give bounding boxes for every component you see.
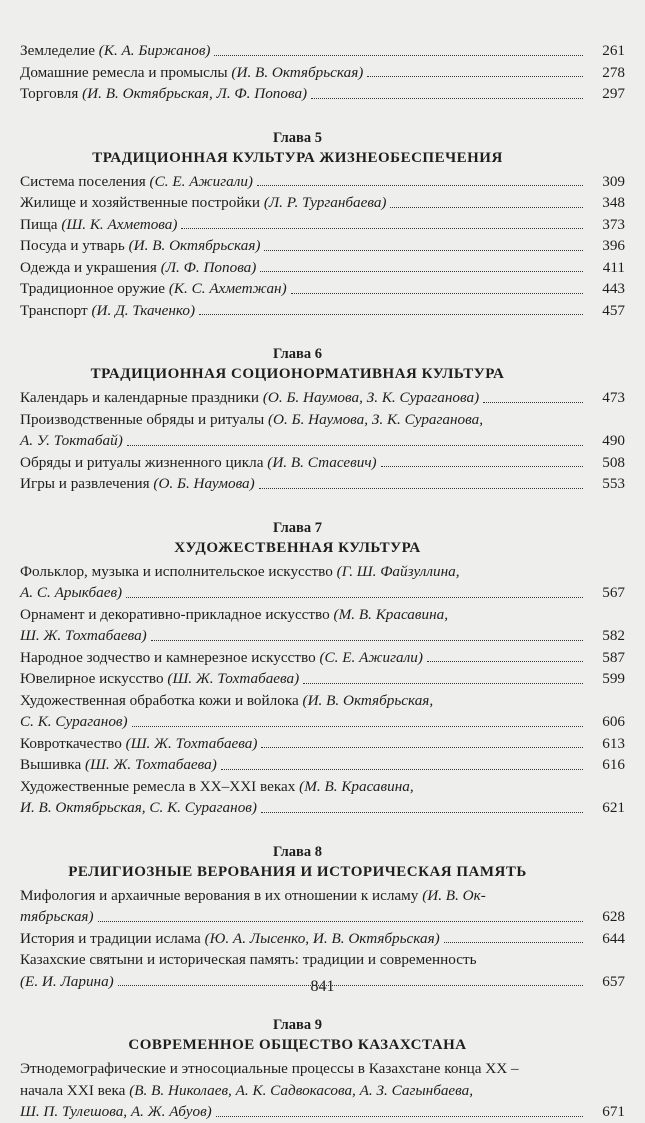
dot-leader: [261, 812, 583, 813]
entry-page-number: 508: [602, 453, 625, 471]
entry-last-line: [20, 387, 625, 409]
entry-author: (И. В. Стасевич): [267, 453, 377, 471]
entry-page-number: 587: [602, 648, 625, 666]
toc-entry[interactable]: [20, 928, 625, 950]
entry-text: [20, 62, 363, 84]
entry-title: Производственные обряды и ритуалы: [20, 410, 268, 428]
entry-last-line: [20, 473, 625, 495]
dot-leader: [390, 207, 583, 208]
entry-text: [20, 257, 256, 279]
entry-author: (И. В. Октябрьская): [128, 237, 261, 254]
toc-section: [20, 843, 625, 993]
entry-text: [20, 647, 423, 669]
entry-author: (С. Е. Ажигали): [319, 648, 423, 666]
toc-entry[interactable]: [20, 885, 625, 928]
entry-title: Транспорт: [20, 301, 92, 319]
chapter-title: ХУДОЖЕСТВЕННАЯ КУЛЬТУРА: [174, 539, 421, 556]
entry-last-line: [20, 214, 625, 236]
chapter-heading: [20, 843, 575, 883]
chapter-number: Глава 7: [273, 519, 322, 536]
entry-author: (Ш. Ж. Тохтабаева): [125, 734, 258, 752]
toc-entry[interactable]: [20, 300, 625, 322]
toc-entry[interactable]: [20, 561, 625, 604]
entry-author: (М. В. Красавина,: [333, 605, 449, 623]
entry-last-line: [20, 300, 625, 322]
dot-leader: [260, 271, 583, 272]
entry-author: (Ш. К. Ахметова): [61, 215, 178, 233]
entry-title-line: [20, 1080, 575, 1102]
dot-leader: [199, 314, 583, 315]
entry-page-number: 443: [602, 280, 625, 297]
entry-text: [20, 192, 386, 214]
dot-leader: [259, 488, 583, 489]
entry-title: Народное зодчество и камнерезное искусство: [20, 648, 320, 666]
entry-last-line: [20, 647, 625, 669]
entry-title: Этнодемографические и этносоциальные процессы в Казахстане конца XX –: [20, 1060, 519, 1077]
dot-leader: [264, 250, 583, 251]
entry-page-number: 671: [602, 1103, 625, 1120]
table-of-contents: [20, 40, 625, 1123]
entry-last-line: [20, 733, 625, 755]
entry-last-line: [20, 171, 625, 193]
entry-title-line: [20, 949, 575, 971]
entry-title: Система поселения: [20, 172, 150, 190]
entry-page-number: 261: [602, 42, 625, 59]
entry-author: (Г. Ш. Файзуллина,: [336, 562, 460, 580]
toc-entry[interactable]: [20, 83, 625, 105]
entry-title: Игры и развлечения: [20, 475, 154, 492]
entry-page-number: 297: [602, 85, 625, 102]
entry-text: [20, 214, 177, 236]
dot-leader: [127, 445, 583, 446]
entry-author: (Ш. Ж. Тохтабаева): [85, 756, 217, 773]
dot-leader: [214, 55, 583, 56]
page-number: 841: [310, 978, 335, 995]
entry-text: [20, 473, 255, 495]
chapter-number: Глава 9: [273, 1017, 322, 1033]
dot-leader: [427, 661, 583, 662]
entry-author: (К. А. Биржанов): [98, 42, 211, 59]
entry-title: Художественные ремесла в XX–XXI веках: [20, 777, 300, 795]
toc-entry[interactable]: [20, 452, 625, 474]
dot-leader: [303, 683, 583, 684]
entry-title: Земледелие: [20, 42, 99, 59]
entry-title: Торговля: [20, 85, 83, 102]
entry-text: [20, 387, 479, 409]
toc-section: [20, 345, 625, 495]
entry-text: [20, 754, 217, 776]
entry-page-number: 657: [602, 972, 625, 990]
chapter-heading: [20, 129, 575, 169]
entry-title: Ювелирное искусство: [20, 670, 168, 687]
entry-title: Календарь и календарные праздники: [20, 389, 263, 406]
toc-entry[interactable]: [20, 278, 625, 300]
entry-author: Ш. Ж. Тохтабаева): [20, 627, 147, 644]
entry-author: А. С. Арыкбаев): [20, 584, 123, 601]
entry-last-line: [20, 797, 625, 819]
entry-author: (М. В. Красавина,: [299, 777, 414, 795]
dot-leader: [291, 293, 583, 294]
dot-leader: [311, 98, 583, 99]
entry-text: [20, 582, 122, 604]
entry-last-line: [20, 754, 625, 776]
entry-page-number: 373: [602, 215, 625, 233]
entry-author: Ш. П. Тулешова, А. Ж. Абуов): [20, 1103, 212, 1120]
entry-title-line: [20, 885, 575, 907]
toc-entry[interactable]: [20, 257, 625, 279]
entry-page-number: 553: [602, 475, 625, 492]
dot-leader: [181, 228, 583, 229]
entry-author: (И. В. Октябрьская): [231, 63, 364, 81]
toc-entry[interactable]: [20, 235, 625, 257]
entry-last-line: [20, 668, 625, 690]
entry-text: [20, 625, 147, 647]
entry-page-number: 473: [602, 389, 625, 406]
entry-title: Фольклор, музыка и исполнительское искусство: [20, 562, 337, 580]
dot-leader: [367, 76, 583, 77]
entry-title: Казахские святыни и историческая память: традиции и современность: [20, 951, 477, 968]
dot-leader: [126, 597, 583, 598]
toc-entry[interactable]: [20, 62, 625, 84]
entry-text: [20, 906, 94, 928]
entry-title-line: [20, 561, 575, 583]
entry-last-line: [20, 257, 625, 279]
entry-page-number: 628: [602, 908, 625, 925]
entry-text: [20, 797, 257, 819]
toc-entry[interactable]: [20, 690, 625, 733]
entry-last-line: [20, 192, 625, 214]
entry-title: Жилище и хозяйственные постройки: [20, 194, 264, 211]
entry-author: (С. Е. Ажигали): [149, 172, 253, 190]
entry-author: (И. В. Ок-: [422, 886, 486, 904]
entry-page-number: 613: [602, 734, 625, 752]
toc-entry[interactable]: [20, 647, 625, 669]
dot-leader: [261, 747, 583, 748]
entry-title: Одежда и украшения: [20, 258, 161, 276]
entry-author: (И. В. Октябрьская, Л. Ф. Попова): [82, 85, 308, 102]
chapter-heading: [20, 345, 575, 385]
dot-leader: [132, 726, 583, 727]
entry-text: [20, 300, 195, 322]
entry-last-line: [20, 40, 625, 62]
entry-author: И. В. Октябрьская, С. К. Сураганов): [20, 799, 257, 816]
toc-entry[interactable]: [20, 214, 625, 236]
entry-title-line: [20, 1058, 575, 1080]
toc-entry[interactable]: [20, 40, 625, 62]
toc-entry[interactable]: [20, 733, 625, 755]
entry-author: (Е. И. Ларина): [20, 972, 114, 990]
entry-author: (И. В. Октябрьская,: [302, 691, 434, 709]
toc-entry[interactable]: [20, 776, 625, 819]
entry-title: Художественная обработка кожи и войлока: [20, 691, 303, 709]
entry-page-number: 411: [602, 258, 625, 276]
dot-leader: [98, 921, 583, 922]
chapter-title: ТРАДИЦИОННАЯ СОЦИОНОРМАТИВНАЯ КУЛЬТУРА: [90, 366, 505, 382]
chapter-heading: [20, 519, 575, 559]
entry-last-line: [20, 582, 625, 604]
entry-page-number: 644: [602, 929, 625, 947]
chapter-number: Глава 5: [273, 129, 322, 146]
entry-text: [20, 928, 440, 950]
entry-title: Домашние ремесла и промыслы: [20, 63, 232, 81]
chapter-number: Глава 8: [273, 843, 322, 860]
entry-page-number: 490: [602, 432, 625, 449]
entry-text: [20, 40, 210, 62]
entry-page-number: 606: [602, 713, 625, 730]
entry-text: [20, 83, 307, 105]
entry-text: [20, 171, 253, 193]
entry-last-line: [20, 906, 625, 928]
dot-leader: [151, 640, 583, 641]
toc-entry[interactable]: [20, 409, 625, 452]
entry-title-line: [20, 409, 575, 431]
toc-entry[interactable]: [20, 1058, 625, 1123]
entry-title: Ковроткачество: [20, 734, 126, 752]
entry-page-number: 457: [602, 301, 625, 319]
entry-author: (Ю. А. Лысенко, И. В. Октябрьская): [204, 929, 440, 947]
entry-title: Посуда и утварь: [20, 237, 129, 254]
toc-section: [20, 519, 625, 819]
entry-text: [20, 452, 377, 474]
entry-text: [20, 668, 299, 690]
toc-entry[interactable]: [20, 473, 625, 495]
entry-title-line: [20, 604, 575, 626]
entry-page-number: 621: [602, 799, 625, 816]
entry-author: (К. С. Ахметжан): [168, 280, 287, 297]
entry-title-line: [20, 776, 575, 798]
entry-author: А. У. Токтабай): [20, 432, 123, 449]
toc-entry[interactable]: [20, 192, 625, 214]
entry-author: (В. В. Николаев, А. К. Садвокасова, А. З. Сагынбаева,: [129, 1081, 474, 1099]
chapter-title: РЕЛИГИОЗНЫЕ ВЕРОВАНИЯ И ИСТОРИЧЕСКАЯ ПАМЯТЬ: [68, 863, 527, 880]
entry-title: Орнамент и декоративно-прикладное искусство: [20, 605, 334, 623]
entry-text: [20, 1101, 212, 1123]
dot-leader: [216, 1116, 583, 1117]
entry-author: С. К. Сураганов): [20, 713, 128, 730]
dot-leader: [381, 466, 583, 467]
entry-page-number: 616: [602, 756, 625, 773]
entry-author: (Ш. Ж. Тохтабаева): [167, 670, 300, 687]
entry-title: Обряды и ритуалы жизненного цикла: [20, 453, 268, 471]
toc-entry[interactable]: [20, 387, 625, 409]
entry-last-line: [20, 83, 625, 105]
entry-title: начала XXI века: [20, 1081, 130, 1099]
entry-last-line: [20, 452, 625, 474]
chapter-title: ТРАДИЦИОННАЯ КУЛЬТУРА ЖИЗНЕОБЕСПЕЧЕНИЯ: [92, 149, 503, 166]
entry-author: (Л. Р. Турганбаева): [263, 194, 387, 211]
entry-last-line: [20, 928, 625, 950]
toc-section: [20, 40, 625, 105]
entry-last-line: [20, 62, 625, 84]
dot-leader: [221, 769, 583, 770]
entry-title: Пища: [20, 215, 62, 233]
dot-leader: [257, 185, 583, 186]
entry-text: [20, 430, 123, 452]
toc-entry[interactable]: [20, 754, 625, 776]
entry-last-line: [20, 278, 625, 300]
toc-section: [20, 129, 625, 322]
entry-title-line: [20, 690, 575, 712]
chapter-title: СОВРЕМЕННОЕ ОБЩЕСТВО КАЗАХСТАНА: [128, 1037, 467, 1053]
entry-author: тябрьская): [20, 908, 94, 925]
entry-last-line: [20, 1101, 625, 1123]
toc-entry[interactable]: [20, 604, 625, 647]
entry-title: Мифология и архаичные верования в их отношении к исламу: [20, 886, 423, 904]
entry-page-number: 309: [602, 172, 625, 190]
entry-author: (Л. Ф. Попова): [160, 258, 257, 276]
toc-section: [20, 1016, 625, 1123]
entry-author: (О. Б. Наумова, З. К. Сураганова): [262, 389, 480, 406]
entry-page-number: 278: [602, 63, 625, 81]
entry-last-line: [20, 430, 625, 452]
entry-page-number: 396: [602, 237, 625, 254]
entry-title: Вышивка: [20, 756, 86, 773]
entry-last-line: [20, 625, 625, 647]
entry-page-number: 599: [602, 670, 625, 687]
entry-author: (О. Б. Наумова): [153, 475, 255, 492]
entry-page-number: 582: [602, 627, 625, 644]
entry-text: [20, 278, 287, 300]
entry-title: История и традиции ислама: [20, 929, 205, 947]
entry-text: [20, 733, 257, 755]
entry-text: [20, 711, 128, 733]
entry-last-line: [20, 711, 625, 733]
entry-author: (И. Д. Ткаченко): [91, 301, 196, 319]
toc-entry[interactable]: [20, 668, 625, 690]
toc-entry[interactable]: [20, 171, 625, 193]
entry-text: [20, 235, 260, 257]
dot-leader: [483, 402, 583, 403]
chapter-heading: [20, 1016, 575, 1056]
dot-leader: [444, 942, 583, 943]
chapter-number: Глава 6: [273, 346, 322, 362]
entry-page-number: 567: [602, 584, 625, 601]
entry-title: Традиционное оружие: [20, 280, 169, 297]
entry-page-number: 348: [602, 194, 625, 211]
entry-author: (О. Б. Наумова, З. К. Сураганова,: [268, 410, 484, 428]
entry-last-line: [20, 235, 625, 257]
